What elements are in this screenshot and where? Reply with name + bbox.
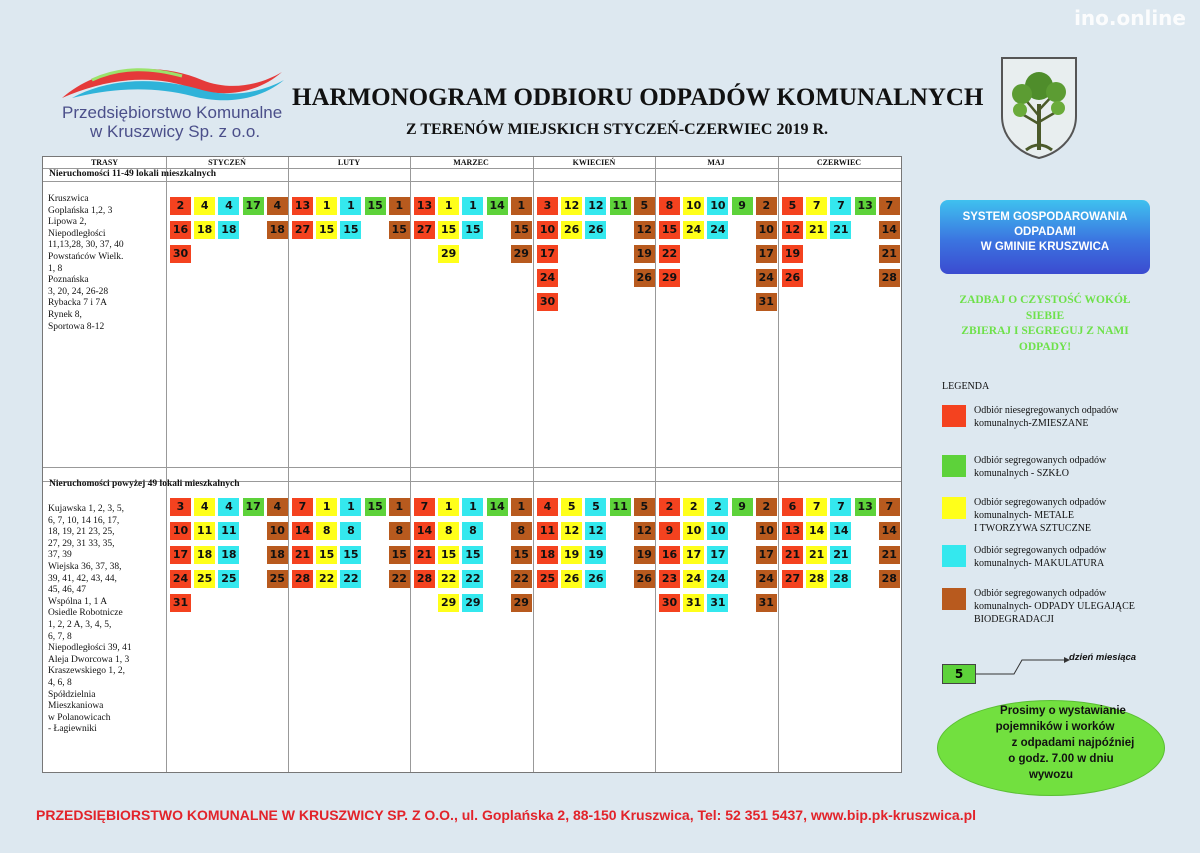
collection-day-brown: 21 xyxy=(879,546,900,564)
collection-day-brown: 15 xyxy=(511,546,532,564)
collection-day-brown: 19 xyxy=(634,546,655,564)
legend-swatch-yellow xyxy=(942,497,966,519)
collection-day-yellow: 29 xyxy=(438,245,459,263)
collection-day-brown: 15 xyxy=(511,221,532,239)
collection-day-yellow: 11 xyxy=(194,522,215,540)
notice-line: z odpadami najpóźniej xyxy=(1011,737,1135,749)
grid-hline xyxy=(43,467,901,468)
collection-day-cyan: 2 xyxy=(707,498,728,516)
collection-day-yellow: 21 xyxy=(806,221,827,239)
column-header-month: MARZEC xyxy=(453,158,489,167)
grid-vline xyxy=(655,157,656,772)
slogan-line: ODPADY! xyxy=(1018,340,1072,353)
collection-day-red: 24 xyxy=(537,269,558,287)
collection-day-red: 27 xyxy=(292,221,313,239)
collection-day-brown: 8 xyxy=(511,522,532,540)
legend-swatch-brown xyxy=(942,588,966,610)
collection-day-yellow: 1 xyxy=(438,498,459,516)
collection-day-cyan: 4 xyxy=(218,498,239,516)
collection-day-yellow: 4 xyxy=(194,197,215,215)
collection-day-yellow: 18 xyxy=(194,546,215,564)
wave-logo-icon xyxy=(52,58,292,106)
collection-day-brown: 12 xyxy=(634,522,655,540)
legend-swatch-red xyxy=(942,405,966,427)
collection-day-yellow: 26 xyxy=(561,570,582,588)
collection-day-yellow: 1 xyxy=(316,498,337,516)
watermark: ino.online xyxy=(1074,6,1186,30)
collection-day-brown: 29 xyxy=(511,245,532,263)
collection-day-red: 13 xyxy=(782,522,803,540)
collection-day-red: 28 xyxy=(292,570,313,588)
collection-day-red: 3 xyxy=(170,498,191,516)
collection-day-cyan: 12 xyxy=(585,522,606,540)
collection-day-green: 11 xyxy=(610,197,631,215)
collection-day-yellow: 31 xyxy=(683,594,704,612)
slogan-line: ZADBAJ O CZYSTOŚĆ WOKÓŁ xyxy=(959,294,1131,306)
collection-day-brown: 4 xyxy=(267,498,288,516)
collection-day-yellow: 10 xyxy=(683,522,704,540)
collection-day-yellow: 12 xyxy=(561,522,582,540)
collection-day-yellow: 7 xyxy=(806,197,827,215)
collection-day-red: 2 xyxy=(659,498,680,516)
system-info-box xyxy=(940,200,1150,274)
collection-day-red: 30 xyxy=(537,293,558,311)
column-header-month: MAJ xyxy=(707,158,725,167)
collection-day-cyan: 21 xyxy=(830,221,851,239)
logo-text-line2: w Kruszwicy Sp. z o.o. xyxy=(90,122,261,141)
collection-day-brown: 1 xyxy=(389,498,410,516)
collection-day-red: 10 xyxy=(170,522,191,540)
legend-text: Odbiór niesegregowanych odpadów komunalnych-ZMIESZANE xyxy=(974,405,1119,429)
collection-day-green: 15 xyxy=(365,498,386,516)
collection-day-red: 28 xyxy=(414,570,435,588)
collection-day-yellow: 10 xyxy=(683,197,704,215)
collection-day-cyan: 8 xyxy=(340,522,361,540)
collection-day-yellow: 15 xyxy=(438,221,459,239)
collection-day-cyan: 29 xyxy=(462,594,483,612)
column-header-month: KWIECIEŃ xyxy=(572,158,616,167)
collection-day-yellow: 4 xyxy=(194,498,215,516)
collection-day-red: 12 xyxy=(782,221,803,239)
collection-day-yellow: 8 xyxy=(316,522,337,540)
collection-day-yellow: 15 xyxy=(316,546,337,564)
collection-day-brown: 22 xyxy=(389,570,410,588)
system-box-line: W GMINIE KRUSZWICA xyxy=(980,241,1110,253)
collection-day-brown: 15 xyxy=(389,221,410,239)
collection-day-cyan: 19 xyxy=(585,546,606,564)
slogan xyxy=(940,293,1150,355)
collection-day-cyan: 15 xyxy=(462,546,483,564)
collection-day-cyan: 24 xyxy=(707,570,728,588)
legend-title: LEGENDA xyxy=(942,381,990,392)
collection-day-cyan: 15 xyxy=(340,546,361,564)
column-header-month: LUTY xyxy=(337,158,361,167)
collection-day-yellow: 1 xyxy=(438,197,459,215)
collection-day-red: 17 xyxy=(537,245,558,263)
legend-swatch-green xyxy=(942,455,966,477)
collection-day-green: 14 xyxy=(487,197,508,215)
section-title: Nieruchomości powyżej 49 lokali mieszkalnych xyxy=(49,479,240,489)
collection-day-brown: 12 xyxy=(634,221,655,239)
collection-day-cyan: 18 xyxy=(218,546,239,564)
collection-day-cyan: 4 xyxy=(218,197,239,215)
collection-day-brown: 5 xyxy=(634,197,655,215)
collection-day-red: 7 xyxy=(414,498,435,516)
collection-day-brown: 19 xyxy=(634,245,655,263)
collection-day-red: 3 xyxy=(537,197,558,215)
collection-day-brown: 7 xyxy=(879,197,900,215)
grid-vline xyxy=(410,157,411,772)
collection-day-cyan: 26 xyxy=(585,221,606,239)
grid-vline xyxy=(778,157,779,772)
legend-text: Odbiór segregowanych odpadów komunalnych- MAKULATURA xyxy=(974,545,1107,569)
collection-day-cyan: 28 xyxy=(830,570,851,588)
collection-day-red: 5 xyxy=(782,197,803,215)
collection-day-green: 11 xyxy=(610,498,631,516)
collection-day-cyan: 11 xyxy=(218,522,239,540)
collection-day-cyan: 25 xyxy=(218,570,239,588)
grid-vline xyxy=(533,157,534,772)
collection-day-yellow: 28 xyxy=(806,570,827,588)
collection-day-cyan: 10 xyxy=(707,522,728,540)
collection-day-cyan: 31 xyxy=(707,594,728,612)
collection-day-cyan: 1 xyxy=(340,498,361,516)
collection-day-brown: 4 xyxy=(267,197,288,215)
legend-text: Odbiór segregowanych odpadów komunalnych- ODPADY ULEGAJĄCE BIODEGRADACJI xyxy=(974,588,1135,625)
collection-day-cyan: 7 xyxy=(830,498,851,516)
collection-day-red: 11 xyxy=(537,522,558,540)
collection-day-red: 31 xyxy=(170,594,191,612)
collection-day-cyan: 22 xyxy=(340,570,361,588)
collection-day-red: 15 xyxy=(659,221,680,239)
collection-day-green: 14 xyxy=(487,498,508,516)
collection-day-yellow: 2 xyxy=(683,498,704,516)
collection-day-cyan: 1 xyxy=(462,197,483,215)
collection-day-red: 21 xyxy=(414,546,435,564)
collection-day-red: 4 xyxy=(537,498,558,516)
collection-day-cyan: 5 xyxy=(585,498,606,516)
collection-day-brown: 24 xyxy=(756,570,777,588)
collection-day-brown: 1 xyxy=(511,498,532,516)
notice-ellipse xyxy=(937,700,1165,796)
collection-day-yellow: 25 xyxy=(194,570,215,588)
collection-day-brown: 10 xyxy=(267,522,288,540)
collection-day-yellow: 7 xyxy=(806,498,827,516)
address-list: Kruszwica Goplańska 1,2, 3 Lipowa 2, Niepodległości 11,13,28, 30, 37, 40 Powstańców Wielk. 1, 8 Poznańska 3, 20, 24, 26-28 Rybacka 7 i 7A Rynek 8, Sportowa 8-12 xyxy=(48,194,124,332)
column-header-trasy: TRASY xyxy=(90,158,119,167)
system-box-line: SYSTEM GOSPODAROWANIA xyxy=(962,211,1128,223)
collection-day-brown: 10 xyxy=(756,221,777,239)
notice-line: wywozu xyxy=(1028,769,1074,781)
company-logo xyxy=(52,58,292,141)
collection-day-green: 9 xyxy=(732,197,753,215)
collection-day-red: 13 xyxy=(292,197,313,215)
collection-day-yellow: 17 xyxy=(683,546,704,564)
collection-day-red: 22 xyxy=(659,245,680,263)
collection-day-red: 23 xyxy=(659,570,680,588)
day-example-box: 5 xyxy=(942,664,976,684)
collection-day-brown: 17 xyxy=(756,245,777,263)
collection-day-brown: 26 xyxy=(634,570,655,588)
collection-day-yellow: 15 xyxy=(438,546,459,564)
collection-day-yellow: 19 xyxy=(561,546,582,564)
collection-day-brown: 25 xyxy=(267,570,288,588)
collection-day-brown: 31 xyxy=(756,293,777,311)
collection-day-brown: 2 xyxy=(756,498,777,516)
collection-day-yellow: 5 xyxy=(561,498,582,516)
collection-day-yellow: 18 xyxy=(194,221,215,239)
page-subtitle: Z TERENÓW MIEJSKICH STYCZEŃ-CZERWIEC 2019 R. xyxy=(406,121,829,138)
collection-day-red: 10 xyxy=(537,221,558,239)
collection-day-cyan: 21 xyxy=(830,546,851,564)
collection-day-brown: 24 xyxy=(756,269,777,287)
collection-day-red: 6 xyxy=(782,498,803,516)
footer: PRZEDSIĘBIORSTWO KOMUNALNE W KRUSZWICY SP. Z O.O., ul. Goplańska 2, 88-150 Kruszwica, Tel: 52 351 5437, www.bip.pk-kruszwica.pl xyxy=(36,807,977,823)
collection-day-red: 30 xyxy=(170,245,191,263)
collection-day-red: 18 xyxy=(537,546,558,564)
collection-day-brown: 2 xyxy=(756,197,777,215)
collection-day-red: 2 xyxy=(170,197,191,215)
collection-day-green: 15 xyxy=(365,197,386,215)
collection-day-green: 17 xyxy=(243,498,264,516)
collection-day-red: 17 xyxy=(170,546,191,564)
collection-day-yellow: 24 xyxy=(683,221,704,239)
collection-day-red: 16 xyxy=(659,546,680,564)
collection-day-green: 9 xyxy=(732,498,753,516)
collection-day-brown: 26 xyxy=(634,269,655,287)
column-header-month: STYCZEŃ xyxy=(208,158,246,167)
collection-day-green: 17 xyxy=(243,197,264,215)
collection-day-red: 25 xyxy=(537,570,558,588)
collection-day-yellow: 22 xyxy=(438,570,459,588)
collection-day-cyan: 7 xyxy=(830,197,851,215)
collection-day-cyan: 1 xyxy=(462,498,483,516)
collection-day-cyan: 10 xyxy=(707,197,728,215)
collection-day-cyan: 17 xyxy=(707,546,728,564)
collection-day-brown: 8 xyxy=(389,522,410,540)
grid-vline xyxy=(166,157,167,772)
collection-day-cyan: 8 xyxy=(462,522,483,540)
notice-line: pojemników i worków xyxy=(995,721,1115,733)
collection-day-yellow: 8 xyxy=(438,522,459,540)
collection-day-yellow: 21 xyxy=(806,546,827,564)
legend-swatch-cyan xyxy=(942,545,966,567)
collection-day-brown: 1 xyxy=(511,197,532,215)
collection-day-red: 27 xyxy=(782,570,803,588)
collection-day-brown: 22 xyxy=(511,570,532,588)
collection-day-brown: 15 xyxy=(389,546,410,564)
collection-day-cyan: 22 xyxy=(462,570,483,588)
collection-day-red: 16 xyxy=(170,221,191,239)
collection-day-cyan: 15 xyxy=(340,221,361,239)
collection-day-cyan: 24 xyxy=(707,221,728,239)
legend-text: Odbiór segregowanych odpadów komunalnych - SZKŁO xyxy=(974,455,1107,479)
collection-day-cyan: 18 xyxy=(218,221,239,239)
notice-line: Prosimy o wystawianie xyxy=(1000,705,1126,717)
section-title: Nieruchomości 11-49 lokali mieszkalnych xyxy=(49,169,217,179)
grid-vline xyxy=(288,157,289,772)
collection-day-yellow: 29 xyxy=(438,594,459,612)
collection-day-red: 14 xyxy=(292,522,313,540)
slogan-line: ZBIERAJ I SEGREGUJ Z NAMI xyxy=(961,325,1129,337)
grid-hline xyxy=(43,181,901,182)
notice-line: o godz. 7.00 w dniu xyxy=(1008,753,1114,765)
collection-day-red: 21 xyxy=(292,546,313,564)
coat-of-arms-icon xyxy=(998,54,1080,160)
collection-day-brown: 17 xyxy=(756,546,777,564)
schedule-table xyxy=(42,156,902,773)
collection-day-brown: 28 xyxy=(879,570,900,588)
collection-day-brown: 21 xyxy=(879,245,900,263)
collection-day-cyan: 15 xyxy=(462,221,483,239)
collection-day-red: 27 xyxy=(414,221,435,239)
collection-day-cyan: 26 xyxy=(585,570,606,588)
collection-day-red: 19 xyxy=(782,245,803,263)
collection-day-red: 26 xyxy=(782,269,803,287)
collection-day-red: 29 xyxy=(659,269,680,287)
column-header-month: CZERWIEC xyxy=(816,158,862,167)
collection-day-red: 9 xyxy=(659,522,680,540)
collection-day-brown: 28 xyxy=(879,269,900,287)
collection-day-brown: 1 xyxy=(389,197,410,215)
collection-day-red: 13 xyxy=(414,197,435,215)
collection-day-red: 14 xyxy=(414,522,435,540)
logo-text-line1: Przedsiębiorstwo Komunalne xyxy=(62,103,283,122)
collection-day-brown: 31 xyxy=(756,594,777,612)
collection-day-brown: 14 xyxy=(879,221,900,239)
collection-day-green: 13 xyxy=(855,197,876,215)
collection-day-yellow: 1 xyxy=(316,197,337,215)
collection-day-cyan: 14 xyxy=(830,522,851,540)
collection-day-brown: 10 xyxy=(756,522,777,540)
collection-day-red: 8 xyxy=(659,197,680,215)
collection-day-brown: 7 xyxy=(879,498,900,516)
collection-day-yellow: 12 xyxy=(561,197,582,215)
collection-day-yellow: 15 xyxy=(316,221,337,239)
day-example-label: dzień miesiąca xyxy=(1069,652,1137,663)
collection-day-yellow: 26 xyxy=(561,221,582,239)
collection-day-red: 24 xyxy=(170,570,191,588)
page-title: HARMONOGRAM ODBIORU ODPADÓW KOMUNALNYCH xyxy=(292,84,984,111)
collection-day-green: 13 xyxy=(855,498,876,516)
address-list: Kujawska 1, 2, 3, 5, 6, 7, 10, 14 16, 17, 18, 19, 21 23, 25, 27, 29, 31 33, 35, 37, 39 Wiejska 36, 37, 38, 39, 41, 42, 43, 44, 45, 46, 47 Wspólna 1, 1 A Osiedle Robotnicze 1, 2, 2 A, 3, 4, 5, 6, 7, 8 Niepodległości 39, 41 Aleja Dworcowa 1, 3 Kraszewskiego 1, 2, 4, 6, 8 Spółdzielnia Mieszkaniowa w Polanowicach - Łagiewniki xyxy=(48,504,132,735)
collection-day-brown: 29 xyxy=(511,594,532,612)
collection-day-cyan: 12 xyxy=(585,197,606,215)
legend-text: Odbiór segregowanych odpadów komunalnych- METALE I TWORZYWA SZTUCZNE xyxy=(974,497,1107,534)
collection-day-brown: 14 xyxy=(879,522,900,540)
collection-day-yellow: 22 xyxy=(316,570,337,588)
collection-day-red: 7 xyxy=(292,498,313,516)
system-box-line: ODPADAMI xyxy=(1014,226,1076,238)
collection-day-brown: 18 xyxy=(267,546,288,564)
slogan-line: SIEBIE xyxy=(1025,309,1065,322)
collection-day-yellow: 24 xyxy=(683,570,704,588)
collection-day-brown: 5 xyxy=(634,498,655,516)
collection-day-brown: 18 xyxy=(267,221,288,239)
collection-day-red: 30 xyxy=(659,594,680,612)
collection-day-yellow: 14 xyxy=(806,522,827,540)
arrow-icon xyxy=(976,652,1072,676)
collection-day-red: 21 xyxy=(782,546,803,564)
collection-day-cyan: 1 xyxy=(340,197,361,215)
